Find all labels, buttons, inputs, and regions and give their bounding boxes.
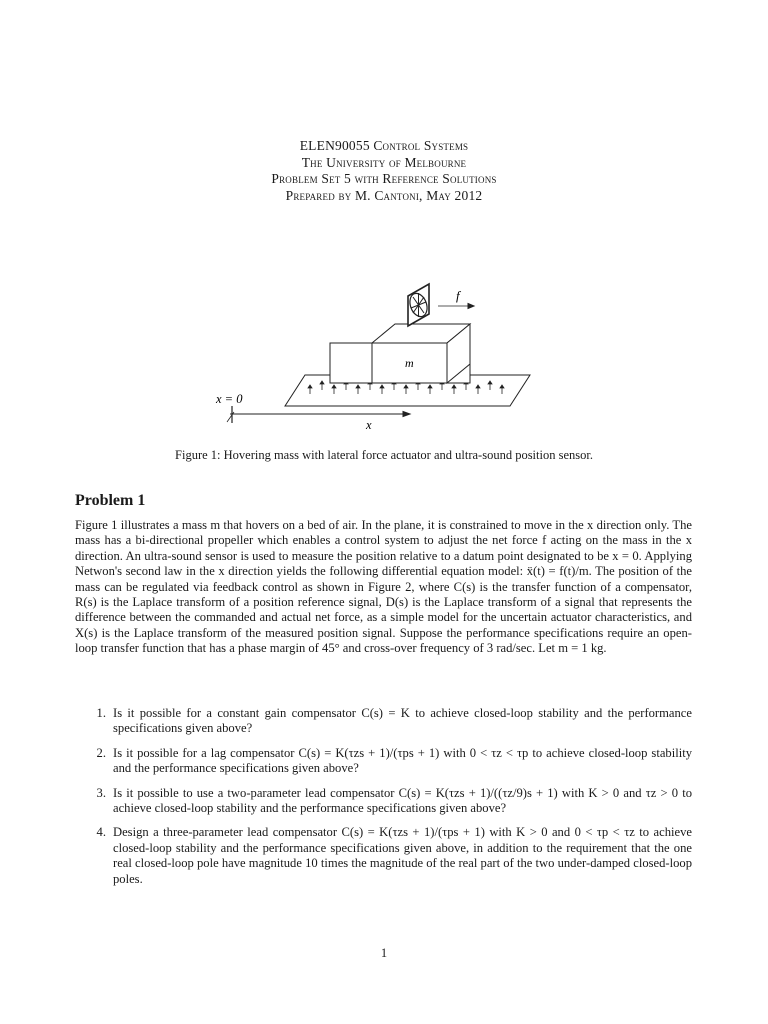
course-title: ELEN90055 Control Systems bbox=[299, 138, 469, 153]
figure-caption: Figure 1: Hovering mass with lateral force actuator and ultra-sound position sensor. bbox=[175, 448, 593, 462]
item-number: 4. bbox=[96, 825, 106, 840]
item-number: 1. bbox=[96, 706, 106, 720]
page-number: 1 bbox=[380, 946, 388, 960]
propeller bbox=[407, 284, 430, 326]
mass-block bbox=[330, 324, 470, 383]
force-label: f bbox=[456, 288, 460, 303]
problem-title: Problem 1 bbox=[75, 492, 146, 509]
list-item bbox=[75, 706, 692, 737]
mass-label: m bbox=[405, 356, 414, 370]
document-title: Problem Set 5 with Reference Solutions bbox=[271, 171, 497, 186]
position-axis bbox=[227, 406, 410, 423]
list-item bbox=[75, 746, 692, 777]
problem-statement: Figure 1 illustrates a mass m that hovers on a bed of air. In the plane, it is constrained to move in the x direction only. The mass has a bi-directional propeller which enables a control system to adjust the net force f acting on the mass in the x direction. An ultra-sound sensor is used to measure the position relative to a datum point designated to be x = 0. Applying Netwon's second law in the x direction yields the following differential equation model: ẍ(t) = f(t)/m. The position of the mass can be regulated via feedback control as shown in Figure 2, where C(s) is the transfer function of a compensator, R(s) is the Laplace transform of a position reference signal, D(s) is the Laplace transform of a signal that represents the difference between the commanded and actual net force, as a simple model for the uncertain actuator characteristics, and X(s) is the Laplace transform of the measured position signal. Suppose the performance specifications require an open-loop transfer function that has a phase margin of 45° and cross-over frequency of 3 rad/sec. Let m = 1 kg. bbox=[75, 518, 692, 656]
item-text: Design a three-parameter lead compensator C(s) = K(τzs + 1)/(τps + 1) with K > 0 and 0 < τp < τz to achieve closed-loop stability and the performance specifications given above, in addition to the requirement that the one real closed-loop pole have magnitude 10 times the magnitude of the real part of the two under-damped closed-loop poles. bbox=[113, 825, 692, 886]
item-text: Is it possible to use a two-parameter lead compensator C(s) = K(τzs + 1)/((τz/9)s + 1) with K > 0 and τz > 0 to achieve closed-loop stability and the performance specifications given above? bbox=[113, 785, 692, 816]
author-date: Prepared by M. Cantoni, May 2012 bbox=[285, 187, 483, 203]
question-list bbox=[75, 706, 692, 896]
university-name: The University of Melbourne bbox=[301, 154, 467, 170]
hovering-mass-figure bbox=[200, 282, 540, 437]
list-item bbox=[75, 786, 692, 817]
axis-label: x bbox=[366, 418, 372, 432]
force-arrow bbox=[438, 304, 474, 309]
document-header bbox=[0, 138, 768, 204]
list-item bbox=[75, 825, 692, 887]
item-text: Is it possible for a lag compensator C(s) = K(τzs + 1)/(τps + 1) with 0 < τz < τp to achieve closed-loop stability and the performance specifications given above? bbox=[113, 745, 692, 776]
item-text: Is it possible for a constant gain compensator C(s) = K to achieve closed-loop stability and the performance specifications given above? bbox=[113, 706, 692, 736]
datum-label: x = 0 bbox=[216, 392, 243, 406]
item-number: 3. bbox=[96, 785, 106, 800]
item-number: 2. bbox=[96, 745, 106, 760]
